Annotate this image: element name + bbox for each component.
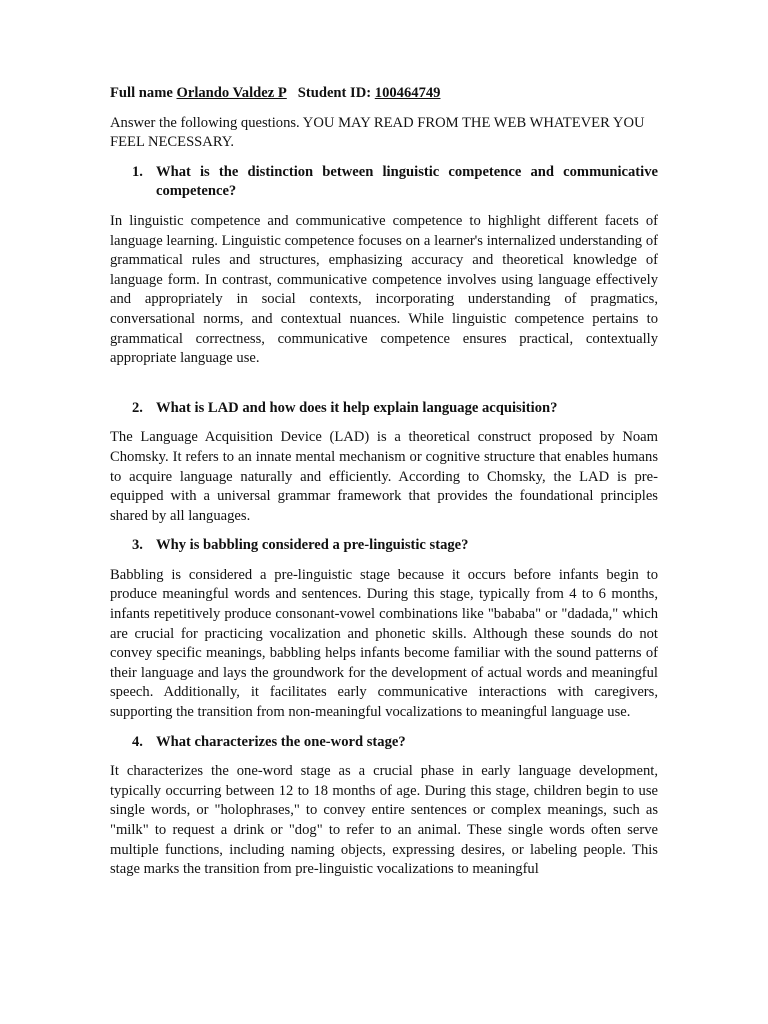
student-id-label: Student ID: xyxy=(297,85,372,101)
answer-3: Babbling is considered a pre-linguistic stage because it occurs before infants begin to produce meaningful words and sentences. During this stage, typically from 4 to 6 months, infants repetitively produce consonant-vowel combinations like "bababa" or "dadada," which are crucial for practicing vocalization and phonetic skills. Although these sounds do not convey specific meanings, babbling helps infants become familiar with the sound patterns of their language and lays the groundwork for the development of actual words and meaningful speech. Additionally, it facilitates early communicative interactions with caregivers, supporting the transition from non-meaningful vocalizations to meaningful language use. xyxy=(110,566,658,721)
student-id-value: 100464749 xyxy=(374,85,441,101)
question-text: Why is babbling considered a pre-linguistic stage? xyxy=(156,537,469,554)
question-2 xyxy=(110,399,658,419)
question-number: 4. xyxy=(132,733,143,750)
question-text: What characterizes the one-word stage? xyxy=(156,733,406,750)
question-number: 1. xyxy=(132,163,143,180)
full-name-label: Full name xyxy=(110,85,173,101)
full-name-value: Orlando Valdez P xyxy=(176,85,287,101)
question-4 xyxy=(110,733,658,753)
question-3 xyxy=(110,536,658,556)
question-text: What is the distinction between linguistic competence and communicative competence? xyxy=(156,163,658,200)
answer-1: In linguistic competence and communicative competence to highlight different facets of language learning. Linguistic competence focuses on a learner's internalized understanding of grammatical rules and structures, emphasizing accuracy and theoretical knowledge of language form. In contrast, communicative competence involves using language effectively and appropriately in social contexts, incorporating understanding of pragmatics, conversational norms, and contextual nuances. While linguistic competence pertains to grammatical correctness, communicative competence ensures practical, contextually appropriate language use. xyxy=(110,212,658,367)
question-number: 2. xyxy=(132,399,143,416)
answer-4: It characterizes the one-word stage as a crucial phase in early language development, typically occurring between 12 to 18 months of age. During this stage, children begin to use single words, or "holophrases," to convey entire sentences or complex meanings, such as "milk" to request a drink or "dog" to refer to an animal. These single words often serve multiple functions, including naming objects, expressing desires, or labeling people. This stage marks the transition from pre-linguistic vocalizations to meaningful xyxy=(110,763,658,878)
question-text: What is LAD and how does it help explain language acquisition? xyxy=(156,399,558,416)
instructions: Answer the following questions. YOU MAY READ FROM THE WEB WHATEVER YOU FEEL NECESSARY. xyxy=(110,114,645,151)
question-1 xyxy=(110,163,658,202)
question-number: 3. xyxy=(132,537,143,554)
answer-2: The Language Acquisition Device (LAD) is a theoretical construct proposed by Noam Chomsky. It refers to an innate mental mechanism or cognitive structure that enables humans to acquire language naturally and efficiently. According to Chomsky, the LAD is pre-equipped with a universal grammar framework that provides the foundational principles shared by all languages. xyxy=(110,429,658,524)
blank-line xyxy=(110,379,658,399)
student-header xyxy=(110,84,658,104)
document-page xyxy=(110,84,658,890)
